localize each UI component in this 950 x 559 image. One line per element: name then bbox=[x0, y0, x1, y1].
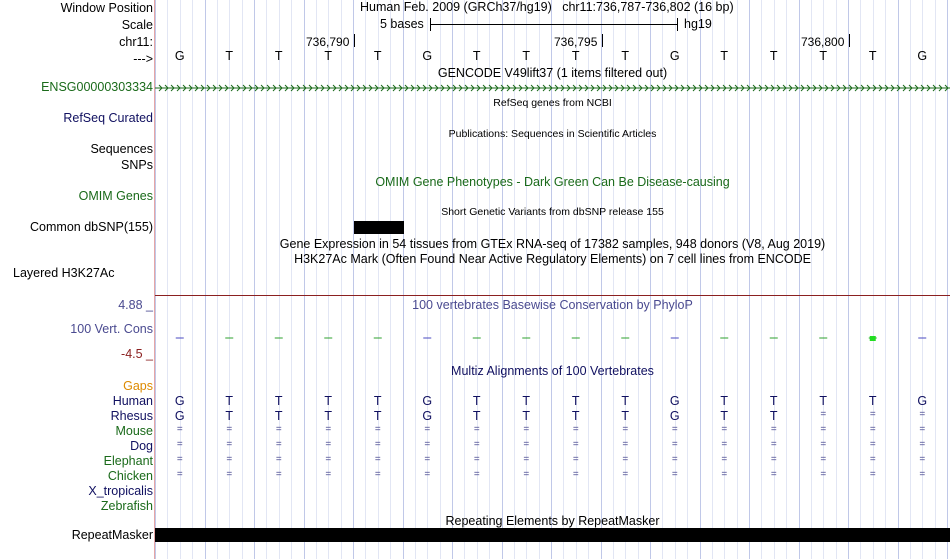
alignment-base: = bbox=[325, 424, 332, 435]
window-position-value: Human Feb. 2009 (GRCh37/hg19) chr11:736,787-736,802 (16 bp) bbox=[360, 0, 734, 14]
species-label-zebrafish[interactable]: Zebrafish bbox=[100, 499, 153, 513]
alignment-base: = bbox=[424, 439, 431, 450]
phylop-score-mark bbox=[870, 336, 876, 341]
scale-bar-left-tick bbox=[430, 18, 431, 31]
alignment-base: = bbox=[176, 439, 183, 450]
alignment-base: = bbox=[820, 424, 827, 435]
alignment-base: = bbox=[770, 424, 777, 435]
alignment-base: = bbox=[523, 424, 530, 435]
window-position-label: Window Position bbox=[60, 1, 153, 15]
alignment-base: = bbox=[919, 454, 926, 465]
alignment-base: T bbox=[373, 394, 382, 408]
alignment-base: T bbox=[720, 409, 729, 423]
scale-bar-right-tick bbox=[677, 18, 678, 31]
alignment-base: = bbox=[622, 439, 629, 450]
alignment-base: T bbox=[373, 409, 382, 423]
alignment-base: = bbox=[721, 454, 728, 465]
alignment-base: G bbox=[669, 409, 680, 423]
publications-track-title: Publications: Sequences in Scientific Articles bbox=[448, 128, 657, 140]
species-label-elephant[interactable]: Elephant bbox=[103, 454, 153, 468]
coord-label: 736,800 bbox=[801, 35, 845, 49]
alignment-base: G bbox=[422, 409, 433, 423]
reference-base: T bbox=[819, 49, 828, 63]
alignment-base: T bbox=[522, 409, 531, 423]
alignment-base: = bbox=[275, 424, 282, 435]
snps-label[interactable]: SNPs bbox=[121, 158, 153, 172]
alignment-base: = bbox=[869, 409, 876, 420]
reference-base: T bbox=[373, 49, 382, 63]
alignment-base: = bbox=[572, 454, 579, 465]
alignment-base: = bbox=[374, 424, 381, 435]
scale-value: 5 bases bbox=[380, 17, 424, 31]
alignment-base: = bbox=[473, 424, 480, 435]
reference-base: G bbox=[669, 49, 680, 63]
species-label-human[interactable]: Human bbox=[112, 394, 153, 408]
alignment-base: = bbox=[572, 424, 579, 435]
alignment-base: T bbox=[571, 394, 580, 408]
refseq-track-title: RefSeq genes from NCBI bbox=[493, 97, 612, 109]
alignment-base: = bbox=[770, 469, 777, 480]
alignment-base: T bbox=[720, 394, 729, 408]
alignment-base: T bbox=[472, 394, 481, 408]
alignment-base: = bbox=[275, 454, 282, 465]
species-label-gaps[interactable]: Gaps bbox=[123, 379, 153, 393]
alignment-base: = bbox=[325, 454, 332, 465]
alignment-base: G bbox=[917, 394, 928, 408]
conservation-min-label: -4.5 _ bbox=[121, 347, 153, 361]
alignment-base: = bbox=[820, 469, 827, 480]
alignment-base: T bbox=[621, 394, 630, 408]
alignment-base: = bbox=[919, 469, 926, 480]
alignment-base: T bbox=[274, 409, 283, 423]
scale-assembly: hg19 bbox=[684, 17, 712, 31]
alignment-base: = bbox=[176, 469, 183, 480]
alignment-base: = bbox=[424, 424, 431, 435]
reference-base: T bbox=[274, 49, 283, 63]
alignment-base: T bbox=[621, 409, 630, 423]
alignment-base: = bbox=[226, 469, 233, 480]
alignment-base: T bbox=[324, 409, 333, 423]
alignment-base: = bbox=[869, 424, 876, 435]
alignment-base: = bbox=[572, 469, 579, 480]
alignment-base: = bbox=[374, 469, 381, 480]
reference-base: T bbox=[324, 49, 333, 63]
sequences-label[interactable]: Sequences bbox=[90, 142, 153, 156]
alignment-base: T bbox=[472, 409, 481, 423]
scale-label: Scale bbox=[121, 18, 153, 32]
conservation-max-label: 4.88 _ bbox=[118, 298, 153, 312]
alignment-base: = bbox=[523, 439, 530, 450]
dbsnp-variant-feature[interactable] bbox=[354, 221, 404, 234]
alignment-base: G bbox=[174, 394, 185, 408]
alignment-base: T bbox=[522, 394, 531, 408]
alignment-base: T bbox=[274, 394, 283, 408]
alignment-base: = bbox=[919, 439, 926, 450]
alignment-base: = bbox=[622, 424, 629, 435]
reference-base: T bbox=[522, 49, 531, 63]
common-dbsnp-label[interactable]: Common dbSNP(155) bbox=[30, 220, 153, 234]
omim-genes-label[interactable]: OMIM Genes bbox=[78, 189, 153, 203]
alignment-base: = bbox=[226, 424, 233, 435]
reference-base: T bbox=[621, 49, 630, 63]
coord-tick bbox=[849, 34, 850, 47]
alignment-base: = bbox=[869, 454, 876, 465]
alignment-base: G bbox=[422, 394, 433, 408]
alignment-base: T bbox=[819, 394, 828, 408]
species-label-x_tropicalis[interactable]: X_tropicalis bbox=[88, 484, 153, 498]
layered-h3k27ac-label[interactable]: Layered H3K27Ac bbox=[13, 266, 115, 280]
alignment-base: = bbox=[325, 439, 332, 450]
gencode-track-title: GENCODE V49lift37 (1 items filtered out) bbox=[437, 66, 668, 80]
alignment-base: = bbox=[820, 454, 827, 465]
alignment-base: = bbox=[919, 409, 926, 420]
alignment-base: T bbox=[571, 409, 580, 423]
gencode-gene-model[interactable] bbox=[155, 82, 950, 94]
alignment-base: = bbox=[671, 454, 678, 465]
alignment-base: = bbox=[523, 454, 530, 465]
alignment-base: = bbox=[374, 439, 381, 450]
alignment-base: = bbox=[721, 469, 728, 480]
strand-label: ---> bbox=[133, 52, 153, 66]
alignment-base: = bbox=[226, 439, 233, 450]
reference-base: T bbox=[571, 49, 580, 63]
alignment-base: = bbox=[820, 439, 827, 450]
h3k27ac-baseline bbox=[155, 295, 950, 296]
scale-bar bbox=[430, 24, 677, 25]
alignment-base: = bbox=[671, 424, 678, 435]
reference-base: G bbox=[422, 49, 433, 63]
alignment-base: = bbox=[770, 454, 777, 465]
alignment-base: = bbox=[226, 454, 233, 465]
alignment-base: = bbox=[622, 454, 629, 465]
repeatmasker-feature[interactable] bbox=[155, 528, 950, 542]
alignment-base: T bbox=[769, 394, 778, 408]
species-label-chicken[interactable]: Chicken bbox=[107, 469, 153, 483]
species-label-mouse[interactable]: Mouse bbox=[115, 424, 153, 438]
gencode-gene-label[interactable]: ENSG00000303334 bbox=[41, 80, 153, 94]
alignment-base: = bbox=[721, 424, 728, 435]
omim-track-title: OMIM Gene Phenotypes - Dark Green Can Be Disease-causing bbox=[375, 175, 730, 189]
reference-base: T bbox=[769, 49, 778, 63]
reference-base: T bbox=[472, 49, 481, 63]
reference-base: T bbox=[868, 49, 877, 63]
phylop-track-title: 100 vertebrates Basewise Conservation by PhyloP bbox=[412, 298, 693, 312]
reference-base: G bbox=[917, 49, 928, 63]
alignment-base: = bbox=[473, 454, 480, 465]
alignment-base: = bbox=[622, 469, 629, 480]
alignment-base: T bbox=[324, 394, 333, 408]
alignment-base: = bbox=[424, 469, 431, 480]
reference-base: T bbox=[225, 49, 234, 63]
coord-tick bbox=[354, 34, 355, 47]
alignment-base: = bbox=[820, 409, 827, 420]
vert-cons-label[interactable]: 100 Vert. Cons bbox=[70, 322, 153, 336]
coord-label: 736,790 bbox=[306, 35, 350, 49]
alignment-base: = bbox=[275, 469, 282, 480]
alignment-base: = bbox=[176, 424, 183, 435]
chrom-label: chr11: bbox=[119, 35, 153, 49]
alignment-base: = bbox=[919, 424, 926, 435]
alignment-base: = bbox=[869, 469, 876, 480]
alignment-base: = bbox=[523, 469, 530, 480]
phylop-conservation-plot bbox=[155, 332, 950, 346]
coord-tick bbox=[602, 34, 603, 47]
alignment-base: T bbox=[225, 409, 234, 423]
coord-label: 736,795 bbox=[554, 35, 598, 49]
alignment-base: = bbox=[572, 439, 579, 450]
alignment-base: = bbox=[671, 439, 678, 450]
alignment-base: = bbox=[721, 439, 728, 450]
alignment-base: = bbox=[671, 469, 678, 480]
alignment-base: = bbox=[374, 454, 381, 465]
alignment-base: = bbox=[473, 469, 480, 480]
reference-base: T bbox=[720, 49, 729, 63]
gtex-track-title: Gene Expression in 54 tissues from GTEx RNA-seq of 17382 samples, 948 donors (V8, Aug 2019) bbox=[279, 237, 826, 251]
species-label-rhesus[interactable]: Rhesus bbox=[110, 409, 153, 423]
dbsnp-track-title: Short Genetic Variants from dbSNP release 155 bbox=[441, 206, 664, 218]
alignment-base: = bbox=[176, 454, 183, 465]
reference-base: G bbox=[174, 49, 185, 63]
alignment-base: = bbox=[869, 439, 876, 450]
alignment-base: G bbox=[174, 409, 185, 423]
alignment-base: = bbox=[473, 439, 480, 450]
alignment-base: T bbox=[225, 394, 234, 408]
refseq-curated-label[interactable]: RefSeq Curated bbox=[63, 111, 153, 125]
alignment-base: G bbox=[669, 394, 680, 408]
repeatmasker-label[interactable]: RepeatMasker bbox=[71, 528, 153, 542]
alignment-base: T bbox=[868, 394, 877, 408]
multiz-track-title: Multiz Alignments of 100 Vertebrates bbox=[451, 364, 654, 378]
species-label-dog[interactable]: Dog bbox=[130, 439, 153, 453]
alignment-base: = bbox=[770, 439, 777, 450]
alignment-base: T bbox=[769, 409, 778, 423]
alignment-base: = bbox=[424, 454, 431, 465]
repeatmasker-track-title: Repeating Elements by RepeatMasker bbox=[445, 514, 660, 528]
alignment-base: = bbox=[325, 469, 332, 480]
h3k27ac-track-title: H3K27Ac Mark (Often Found Near Active Regulatory Elements) on 7 cell lines from ENCODE bbox=[294, 252, 811, 266]
alignment-base: = bbox=[275, 439, 282, 450]
